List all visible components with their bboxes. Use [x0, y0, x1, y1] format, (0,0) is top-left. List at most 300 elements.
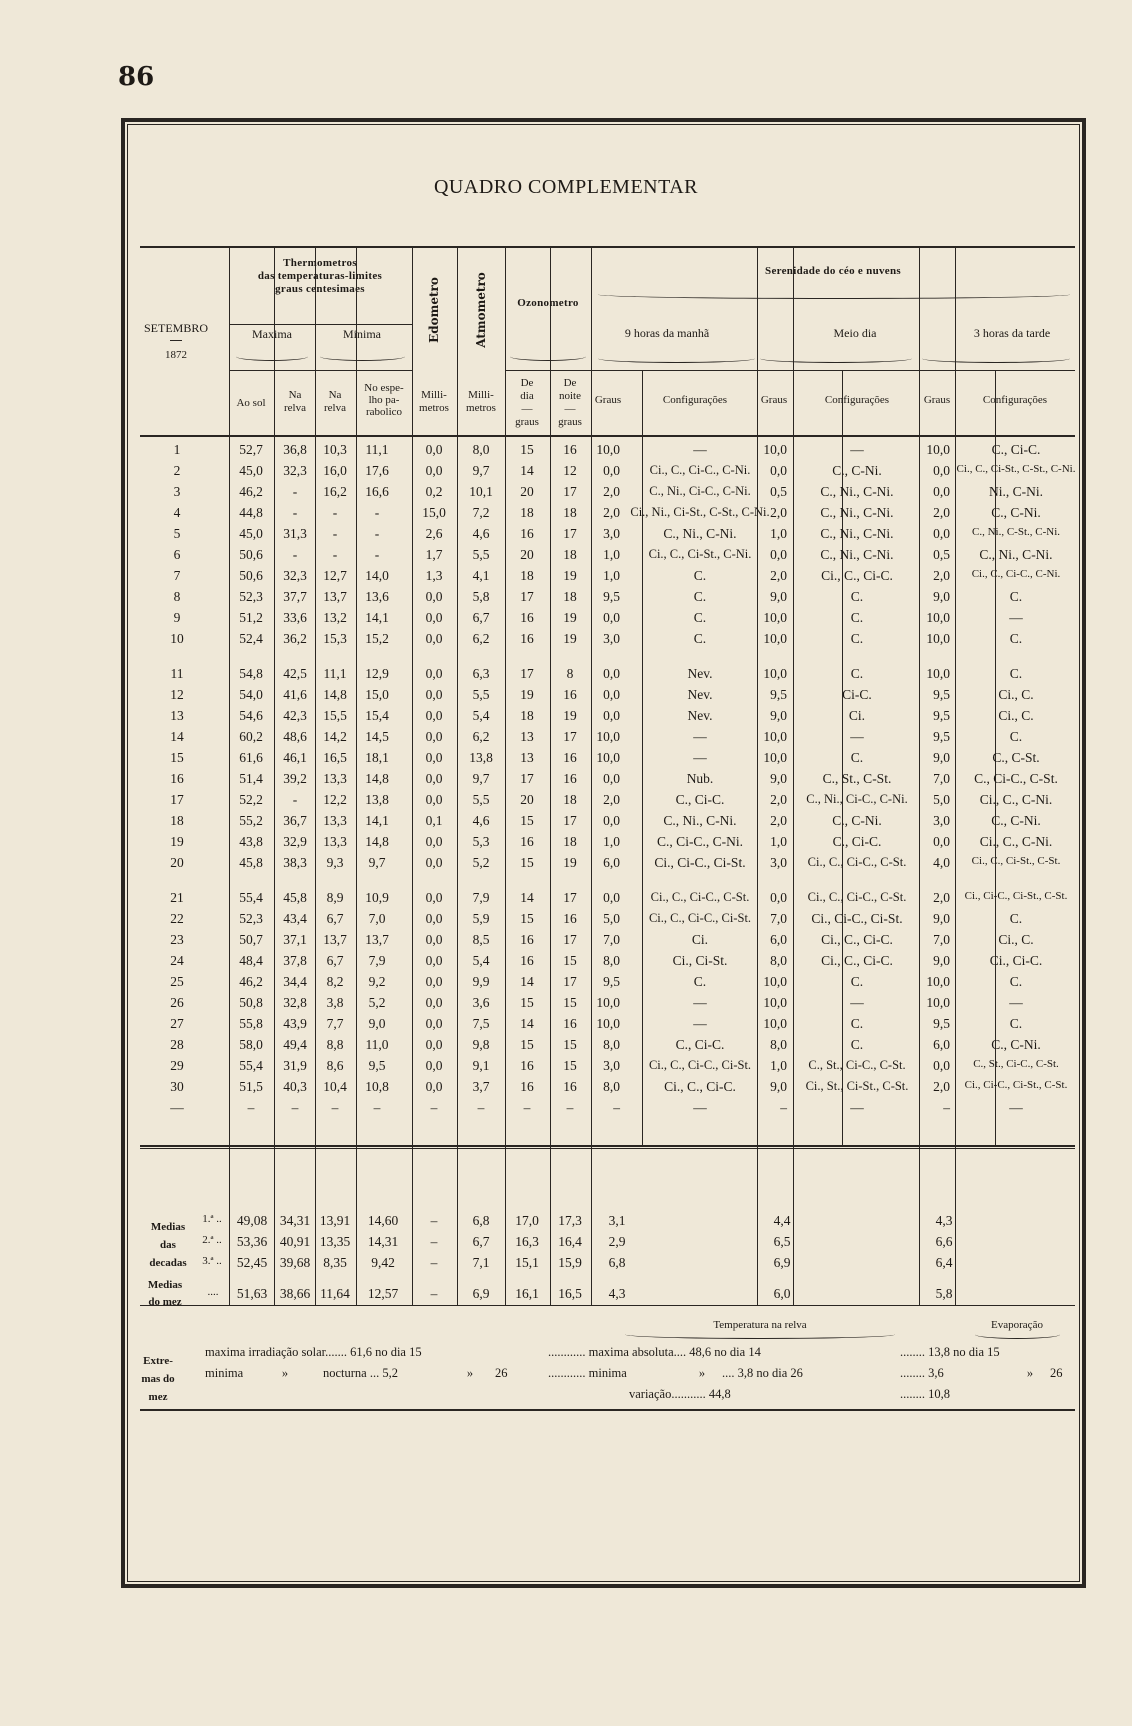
media-mez-cell: 12,57	[367, 1286, 399, 1301]
graus-cell: 2,0	[770, 505, 787, 520]
table-cell: 14	[520, 1016, 534, 1031]
media-cell: 4,3	[935, 1213, 953, 1228]
graus-cell: 2,0	[603, 792, 620, 807]
de-noite-header: —	[564, 403, 576, 415]
table-cell: 61,6	[239, 750, 263, 765]
table-cell: 15	[520, 813, 534, 828]
config-cell: Ci-C.	[842, 687, 872, 702]
config-cell: C., C-St.	[992, 750, 1040, 765]
column-line	[955, 246, 956, 1305]
table-cell: 17	[520, 666, 534, 681]
config-cell: C.	[693, 589, 707, 604]
graus-cell: 0,5	[933, 547, 950, 562]
media-cell: 6,9	[773, 1255, 791, 1270]
table-cell: 0,0	[425, 995, 443, 1010]
table-cell: 55,2	[239, 813, 263, 828]
config-cell: —	[693, 995, 707, 1010]
day-number: 16	[170, 771, 184, 786]
media-cell: 16,3	[515, 1234, 539, 1249]
table-cell: 20	[520, 484, 534, 499]
table-cell: 15,0	[422, 505, 446, 520]
media-mez-cell: 11,64	[320, 1286, 350, 1301]
graus-cell: 10,0	[926, 610, 950, 625]
table-cell: 16	[520, 1079, 534, 1094]
config-cell: —	[1009, 995, 1023, 1010]
table-cell: 9,1	[472, 1058, 490, 1073]
day-number: 24	[170, 953, 184, 968]
year-label: 1872	[165, 349, 187, 361]
graus-cell: 2,0	[933, 890, 950, 905]
media-mez-cell: 5,8	[935, 1286, 953, 1301]
minima-header: Minima	[343, 327, 381, 341]
config-cell: —	[850, 442, 864, 457]
config-cell: Ci., C., Ci-C., C-Ni.	[649, 463, 751, 477]
config-cell: Ci., C., C-Ni.	[979, 792, 1053, 807]
config-cell: Ci., C.	[998, 932, 1034, 947]
table-cell: 18	[563, 547, 577, 562]
table-cell: 46,2	[239, 974, 263, 989]
table-cell: 12	[563, 463, 577, 478]
media-cell: 6,7	[472, 1234, 490, 1249]
graus-cell: 0,0	[603, 890, 620, 905]
media-mez-cell: 16,5	[558, 1286, 582, 1301]
table-cell: 0,0	[425, 729, 443, 744]
table-cell: 9,2	[368, 974, 386, 989]
configuracoes-header: Configurações	[982, 394, 1048, 406]
table-cell: 0,0	[425, 666, 443, 681]
table-cell: 9,5	[368, 1058, 386, 1073]
config-cell: Ci., C., Ci-C., C-St.	[650, 890, 750, 904]
graus-cell: 6,0	[603, 855, 620, 870]
table-cell: 0,0	[425, 589, 443, 604]
de-noite-header: noite	[559, 390, 581, 402]
table-cell: 5,9	[472, 911, 490, 926]
table-cell: 4,6	[472, 813, 490, 828]
graus-cell: 5,0	[603, 911, 620, 926]
media-cell: 6,8	[608, 1255, 626, 1270]
day-number: 5	[173, 526, 181, 541]
table-cell: 7,2	[472, 505, 490, 520]
millimetros-header: Milli-	[421, 389, 447, 401]
table-cell: 16	[520, 834, 534, 849]
day-number: 30	[170, 1079, 184, 1094]
table-cell: 5,8	[472, 589, 490, 604]
graus-cell: 1,0	[770, 1058, 787, 1073]
meio-dia-header: Meio dia	[833, 326, 877, 340]
config-cell: —	[850, 995, 864, 1010]
table-cell: 46,1	[283, 750, 307, 765]
evaporacao-minima: ........ 3,6	[900, 1366, 944, 1380]
table-cell: 11,1	[365, 442, 389, 457]
table-cell: 14,8	[365, 771, 389, 786]
table-cell: –	[247, 1100, 255, 1115]
table-cell: 0,0	[425, 834, 443, 849]
config-cell: C., Ci-C.	[832, 834, 882, 849]
table-cell: -	[292, 792, 298, 807]
table-cell: 15,5	[323, 708, 347, 723]
table-cell: –	[430, 1100, 438, 1115]
maxima-header: Maxima	[252, 327, 292, 341]
graus-cell: 0,0	[603, 463, 620, 478]
table-cell: 0,0	[425, 1058, 443, 1073]
table-cell: 19	[563, 610, 577, 625]
config-cell: —	[1009, 1100, 1023, 1115]
table-cell: 0,0	[425, 631, 443, 646]
media-cell: 16,4	[558, 1234, 582, 1249]
graus-cell: 10,0	[596, 729, 620, 744]
graus-cell: 0,0	[603, 771, 620, 786]
graus-cell: 9,0	[770, 589, 787, 604]
table-cell: 9,7	[368, 855, 386, 870]
table-cell: 10,1	[469, 484, 493, 499]
table-cell: 16	[563, 911, 577, 926]
table-cell: 5,4	[472, 708, 490, 723]
table-cell: 17	[563, 974, 577, 989]
media-cell: 9,42	[371, 1255, 395, 1270]
media-cell: 6,4	[935, 1255, 953, 1270]
graus-cell: 0,0	[770, 547, 787, 562]
ditto-mark: »	[466, 1366, 474, 1380]
millimetros-header: Milli-	[468, 389, 494, 401]
table-cell: 9,3	[326, 855, 344, 870]
table-cell: 52,3	[239, 911, 263, 926]
temp-relva-header: Temperatura na relva	[713, 1319, 807, 1331]
graus-cell: 0,0	[603, 610, 620, 625]
table-cell: 3,7	[472, 1079, 490, 1094]
table-cell: –	[523, 1100, 531, 1115]
graus-cell: 10,0	[763, 995, 787, 1010]
table-cell: 15,3	[323, 631, 347, 646]
day-number: 22	[170, 911, 184, 926]
brace-mark	[510, 352, 586, 361]
graus-cell: 9,0	[933, 750, 950, 765]
table-cell: –	[331, 1100, 339, 1115]
table-cell: 5,5	[472, 687, 490, 702]
table-cell: –	[291, 1100, 299, 1115]
graus-cell: 9,5	[603, 589, 620, 604]
na-relva-header: Na	[328, 389, 342, 401]
nove-horas-header: 9 horas da manhã	[624, 326, 710, 340]
graus-cell: 9,0	[933, 589, 950, 604]
table-cell: 8	[566, 666, 574, 681]
config-cell: C., C-Ni.	[991, 1037, 1041, 1052]
media-cell: 17,3	[558, 1213, 582, 1228]
config-cell: Ci., C.	[998, 687, 1034, 702]
table-cell: 40,3	[283, 1079, 307, 1094]
graus-cell: 10,0	[763, 974, 787, 989]
table-cell: 7,7	[326, 1016, 344, 1031]
table-cell: 8,8	[326, 1037, 344, 1052]
config-cell: —	[693, 1100, 707, 1115]
table-cell: 32,3	[283, 568, 307, 583]
table-cell: 37,8	[283, 953, 307, 968]
table-cell: 10,4	[323, 1079, 347, 1094]
config-cell: C., St., Ci-C., C-St.	[808, 1058, 906, 1072]
table-cell: 16,2	[323, 484, 347, 499]
graus-cell: 3,0	[933, 813, 950, 828]
graus-cell: 6,0	[770, 932, 787, 947]
graus-cell: 10,0	[763, 729, 787, 744]
column-line	[315, 324, 316, 435]
table-cell: 10,9	[365, 890, 389, 905]
decada-label: 1.ª ..	[202, 1213, 222, 1225]
column-line	[591, 246, 592, 1305]
table-cell: 49,4	[283, 1037, 307, 1052]
table-cell: –	[477, 1100, 485, 1115]
graus-cell: 10,0	[596, 995, 620, 1010]
config-cell: C., Ni., C-Ni.	[820, 484, 894, 499]
table-cell: 5,3	[472, 834, 490, 849]
table-cell: 14,1	[365, 813, 389, 828]
day-number: 1	[173, 442, 181, 457]
configuracoes-header: Configurações	[824, 394, 890, 406]
table-cell: 4,6	[472, 526, 490, 541]
config-cell: Ci., C., Ci-C.	[664, 1079, 736, 1094]
config-cell: C.	[693, 568, 707, 583]
table-cell: 0,0	[425, 911, 443, 926]
day-number: 27	[170, 1016, 184, 1031]
media-cell: 2,9	[608, 1234, 626, 1249]
config-cell: Nev.	[687, 666, 713, 681]
table-cell: 12,7	[323, 568, 347, 583]
graus-cell: 10,0	[763, 750, 787, 765]
graus-cell: –	[613, 1100, 620, 1115]
de-dia-header: dia	[520, 390, 534, 402]
brace-mark	[625, 1330, 895, 1339]
config-cell: —	[693, 1016, 707, 1031]
table-cell: 6,3	[472, 666, 490, 681]
day-number: 18	[170, 813, 184, 828]
table-cell: 48,6	[283, 729, 307, 744]
config-cell: —	[850, 729, 864, 744]
table-cell: 13,7	[323, 589, 347, 604]
media-cell: 15,9	[558, 1255, 582, 1270]
table-cell: 16	[520, 953, 534, 968]
graus-cell: 10,0	[763, 666, 787, 681]
table-cell: 39,2	[283, 771, 307, 786]
millimetros-header: metros	[419, 402, 449, 414]
table-cell: 7,9	[472, 890, 490, 905]
graus-cell: 9,5	[933, 1016, 950, 1031]
config-cell: Ci.	[691, 932, 709, 947]
graus-cell: –	[943, 1100, 950, 1115]
medias-label: decadas	[149, 1257, 187, 1269]
rule-line	[229, 370, 412, 371]
table-cell: 5,2	[368, 995, 386, 1010]
table-cell: 14,8	[323, 687, 347, 702]
table-cell: 0,0	[425, 771, 443, 786]
rule-line	[140, 1409, 1075, 1411]
table-cell: 50,6	[239, 568, 263, 583]
graus-cell: 9,5	[933, 708, 950, 723]
graus-cell: 2,0	[770, 813, 787, 828]
ditto-mark: »	[698, 1366, 706, 1380]
table-cell: 16	[520, 526, 534, 541]
table-cell: 17	[563, 729, 577, 744]
graus-cell: 5,0	[933, 792, 950, 807]
table-cell: 15	[520, 911, 534, 926]
media-cell: 13,35	[319, 1234, 351, 1249]
graus-cell: 6,0	[933, 1037, 950, 1052]
millimetros-header: metros	[466, 402, 496, 414]
graus-cell: 3,0	[603, 526, 620, 541]
table-cell: 36,2	[283, 631, 307, 646]
config-cell: C., C-Ni.	[991, 813, 1041, 828]
graus-cell: 8,0	[770, 953, 787, 968]
config-cell: Ci., C., Ci-C., Ci-St.	[648, 911, 752, 925]
table-cell: 6,7	[472, 610, 490, 625]
config-cell: Ci.	[848, 708, 866, 723]
page-number: 86	[118, 62, 155, 92]
graus-cell: 1,0	[770, 526, 787, 541]
config-cell: —	[693, 729, 707, 744]
brace-mark	[760, 354, 912, 363]
table-cell: 13,6	[365, 589, 389, 604]
table-cell: 45,0	[239, 526, 263, 541]
table-cell: 0,0	[425, 855, 443, 870]
graus-cell: 1,0	[603, 834, 620, 849]
de-dia-header: —	[521, 403, 533, 415]
config-cell: Nev.	[687, 687, 713, 702]
config-cell: C.	[693, 631, 707, 646]
table-cell: 15	[520, 995, 534, 1010]
de-noite-header: graus	[558, 416, 582, 428]
media-cell: 15,1	[515, 1255, 539, 1270]
day-number: —	[170, 1100, 184, 1115]
table-cell: 16,6	[365, 484, 389, 499]
config-cell: Ni., C-Ni.	[989, 484, 1043, 499]
media-mez-cell: 16,1	[515, 1286, 539, 1301]
config-cell: C.	[850, 589, 864, 604]
config-cell: Ci., C., Ci-C.	[821, 568, 893, 583]
ditto-mark: »	[281, 1366, 289, 1380]
month-label: SETEMBRO	[143, 321, 209, 335]
graus-cell: 8,0	[603, 953, 620, 968]
graus-cell: 10,0	[763, 631, 787, 646]
graus-cell: 8,0	[770, 1037, 787, 1052]
table-cell: 8,6	[326, 1058, 344, 1073]
config-cell: C.	[850, 974, 864, 989]
graus-cell: 10,0	[596, 750, 620, 765]
table-cell: 0,0	[425, 792, 443, 807]
brace-mark	[598, 354, 755, 363]
table-cell: 38,3	[283, 855, 307, 870]
table-cell: 11,1	[323, 666, 347, 681]
table-cell: 7,9	[368, 953, 386, 968]
table-cell: 14,1	[365, 610, 389, 625]
table-cell: –	[373, 1100, 381, 1115]
config-cell: C., Ci-C.	[991, 442, 1041, 457]
graus-cell: 2,0	[770, 792, 787, 807]
table-cell: 17	[563, 526, 577, 541]
table-cell: 16	[520, 610, 534, 625]
day-number: 11	[170, 666, 184, 681]
config-cell: C., Ni., C-Ni.	[663, 813, 737, 828]
media-cell: 34,31	[279, 1213, 311, 1228]
column-line	[642, 370, 643, 1145]
table-cell: 18	[563, 834, 577, 849]
graus-cell: 0,0	[603, 687, 620, 702]
tres-horas-header: 3 horas da tarde	[973, 326, 1051, 340]
graus-cell: 10,0	[926, 631, 950, 646]
serenidade-header: Serenidade do céo e nuvens	[765, 265, 901, 277]
table-cell: 6,7	[326, 953, 344, 968]
table-cell: 16	[563, 771, 577, 786]
de-noite-header: De	[563, 377, 577, 389]
graus-cell: 0,0	[770, 890, 787, 905]
table-cell: 37,1	[283, 932, 307, 947]
table-cell: 0,0	[425, 1079, 443, 1094]
config-cell: C.	[693, 974, 707, 989]
table-cell: 55,4	[239, 1058, 263, 1073]
table-cell: 14,5	[365, 729, 389, 744]
ao-sol-header: Ao sol	[236, 397, 266, 409]
day-number: 21	[170, 890, 184, 905]
table-cell: 13	[520, 729, 534, 744]
config-cell: C., Ni., C-Ni.	[820, 505, 894, 520]
config-cell: C., C-Ni.	[832, 813, 882, 828]
table-cell: 18	[520, 708, 534, 723]
config-cell: C., Ni., C-Ni.	[663, 526, 737, 541]
table-cell: 45,8	[239, 855, 263, 870]
config-cell: Ci., Ci-C., Ci-St.	[654, 855, 746, 870]
graus-cell: 7,0	[603, 932, 620, 947]
graus-cell: 0,0	[933, 526, 950, 541]
media-cell: 8,35	[323, 1255, 347, 1270]
media-cell: –	[430, 1213, 438, 1228]
media-cell: 39,68	[279, 1255, 311, 1270]
table-cell: 6,2	[472, 729, 490, 744]
config-cell: C.	[850, 610, 864, 625]
table-cell: 0,0	[425, 442, 443, 457]
graus-header: Graus	[760, 394, 788, 406]
table-cell: 0,0	[425, 708, 443, 723]
ozonometro-header: Ozonometro	[517, 297, 579, 309]
graus-header: Graus	[594, 394, 622, 406]
graus-cell: 10,0	[763, 442, 787, 457]
media-mez-cell: 4,3	[608, 1286, 626, 1301]
config-cell: C., Ci-C., C-Ni.	[657, 834, 743, 849]
day-number: 25	[170, 974, 184, 989]
column-line	[919, 246, 920, 1305]
config-cell: C., C-Ni.	[991, 505, 1041, 520]
graus-cell: 10,0	[926, 666, 950, 681]
table-cell: 15	[520, 855, 534, 870]
config-cell: Nev.	[687, 708, 713, 723]
table-cell: 5,2	[472, 855, 490, 870]
table-cell: 0,0	[425, 750, 443, 765]
month-rule	[170, 340, 182, 341]
espelho-header: lho pa-	[368, 394, 400, 406]
media-mez-cell: 6,9	[472, 1286, 490, 1301]
table-cell: 41,6	[283, 687, 307, 702]
graus-cell: 2,0	[933, 505, 950, 520]
table-cell: 6,2	[472, 631, 490, 646]
table-cell: -	[374, 505, 380, 520]
table-cell: 15,4	[365, 708, 389, 723]
extremas-label: Extre-	[143, 1355, 173, 1367]
graus-cell: 0,0	[933, 484, 950, 499]
table-cell: 13,7	[365, 932, 389, 947]
day-number: 2	[173, 463, 181, 478]
table-cell: -	[292, 484, 298, 499]
table-cell: 54,6	[239, 708, 263, 723]
day-number: 9	[173, 610, 181, 625]
table-cell: 16	[563, 687, 577, 702]
config-cell: —	[693, 750, 707, 765]
media-cell: 6,6	[935, 1234, 953, 1249]
brace-mark	[598, 290, 1070, 299]
